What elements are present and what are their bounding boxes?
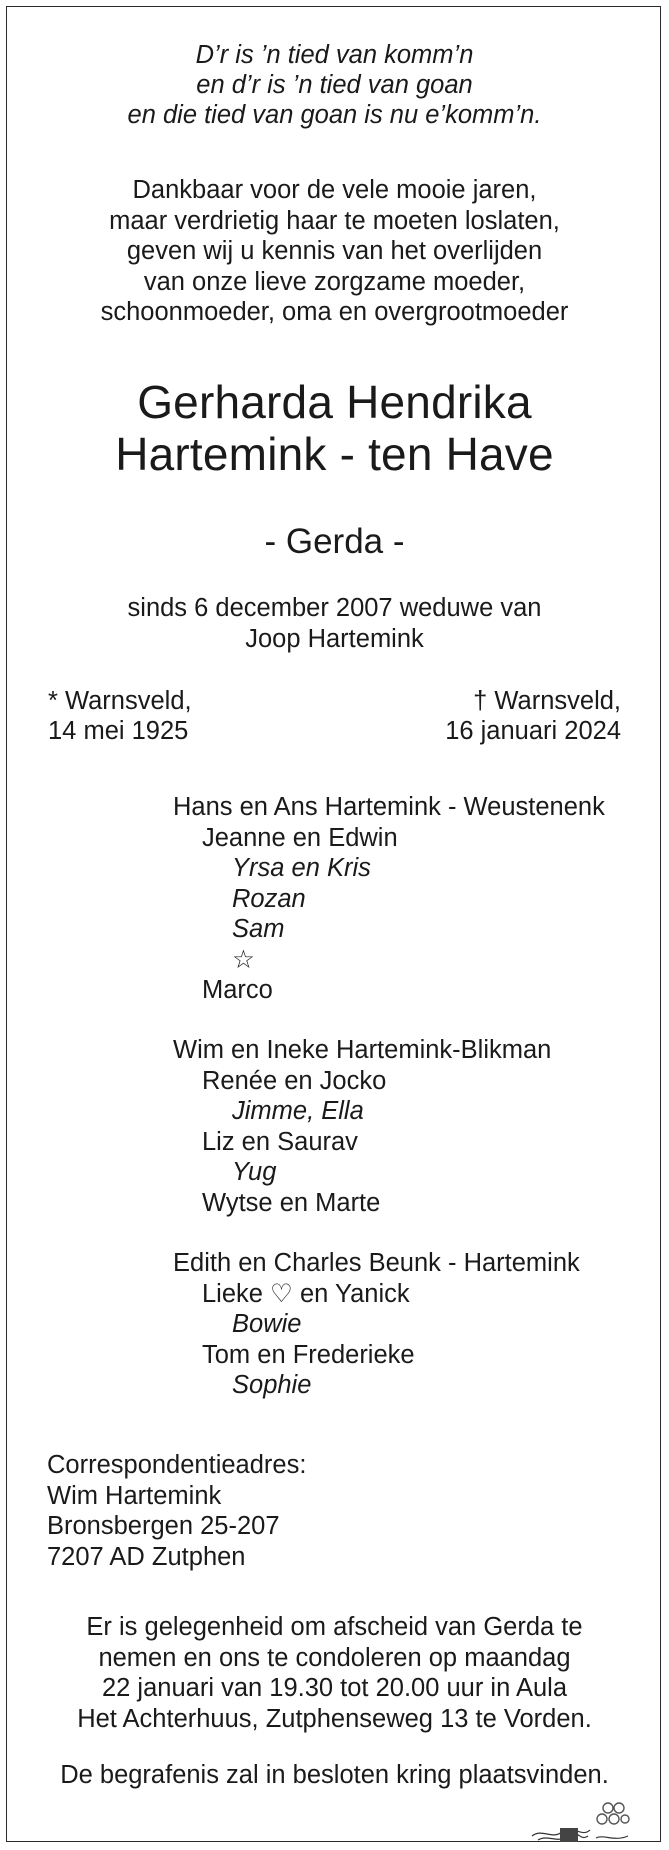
intro-line: geven wij u kennis van het overlijden [126, 237, 543, 265]
family-head: Edith en Charles Beunk - Hartemink [173, 1249, 580, 1277]
birth-place: * Warnsveld, [48, 687, 192, 715]
poem-line: en die tied van goan is nu e’komm’n. [127, 101, 542, 129]
family-group [173, 792, 605, 1006]
poem-line: D’r is ’n tied van komm’n [195, 41, 474, 69]
farewell-line: Er is gelegenheid om afscheid van Gerda te [86, 1613, 583, 1641]
family-member: Bowie [232, 1310, 302, 1338]
family-member: Tom en Frederieke [202, 1340, 415, 1369]
address-line: Wim Hartemink [47, 1481, 222, 1510]
address-line: 7207 AD Zutphen [47, 1542, 246, 1571]
family-member: Sophie [232, 1371, 312, 1399]
widow-line: Joop Hartemink [245, 624, 424, 653]
burial-note: De begrafenis zal in besloten kring plaatsvinden. [60, 1761, 609, 1789]
death-date: 16 januari 2024 [445, 717, 621, 745]
family-group [173, 1035, 551, 1218]
poem-line: en d’r is ’n tied van goan [196, 71, 473, 99]
family-member: Yrsa en Kris [232, 854, 371, 882]
family-member: Liz en Saurav [202, 1127, 358, 1156]
family-member: Rozan [232, 884, 306, 913]
family-member: Jimme, Ella [232, 1097, 364, 1125]
family-member: Lieke ♡ en Yanick [202, 1279, 410, 1308]
family-member: Sam [232, 915, 285, 943]
farewell-line: 22 januari van 19.30 tot 20.00 uur in Aula [101, 1674, 567, 1702]
intro-line: maar verdrietig haar te moeten loslaten, [109, 206, 560, 235]
correspondence-address [47, 1450, 306, 1572]
family-head: Hans en Ans Hartemink - Weustenenk [173, 793, 605, 821]
intro-line: schoonmoeder, oma en overgrootmoeder [100, 298, 569, 326]
farewell-line: nemen en ons te condoleren op maandag [98, 1643, 571, 1672]
intro-line: Dankbaar voor de vele mooie jaren, [132, 176, 537, 204]
family-member: Jeanne en Edwin [202, 823, 398, 852]
family-member: Renée en Jocko [202, 1066, 387, 1095]
farewell-line: Het Achterhuus, Zutphenseweg 13 te Vorden. [77, 1704, 592, 1733]
death-place: † Warnsveld, [473, 687, 621, 715]
family-member: Yug [232, 1158, 277, 1186]
name-line: Gerharda Hendrika [137, 376, 532, 428]
deceased-name [6, 376, 663, 480]
address-line: Bronsbergen 25-207 [47, 1512, 280, 1540]
farewell-info [6, 1612, 663, 1734]
family-member: Marco [202, 976, 273, 1004]
nickname: - Gerda - [264, 522, 405, 561]
star-icon: ☆ [232, 945, 255, 974]
birth-info [48, 686, 192, 746]
death-info [445, 686, 621, 746]
intro-text [6, 175, 663, 328]
family-head: Wim en Ineke Hartemink-Blikman [173, 1036, 552, 1064]
intro-line: van onze lieve zorgzame moeder, [143, 267, 526, 296]
address-line: Correspondentieadres: [47, 1451, 307, 1479]
publisher-logo-icon [530, 1800, 630, 1846]
poem [6, 40, 663, 130]
birth-date: 14 mei 1925 [48, 717, 189, 745]
widow-note [6, 593, 663, 654]
family-group [173, 1248, 580, 1401]
family-member: Wytse en Marte [202, 1188, 381, 1217]
name-line: Hartemink - ten Have [115, 428, 554, 480]
widow-line: sinds 6 december 2007 weduwe van [127, 594, 542, 622]
